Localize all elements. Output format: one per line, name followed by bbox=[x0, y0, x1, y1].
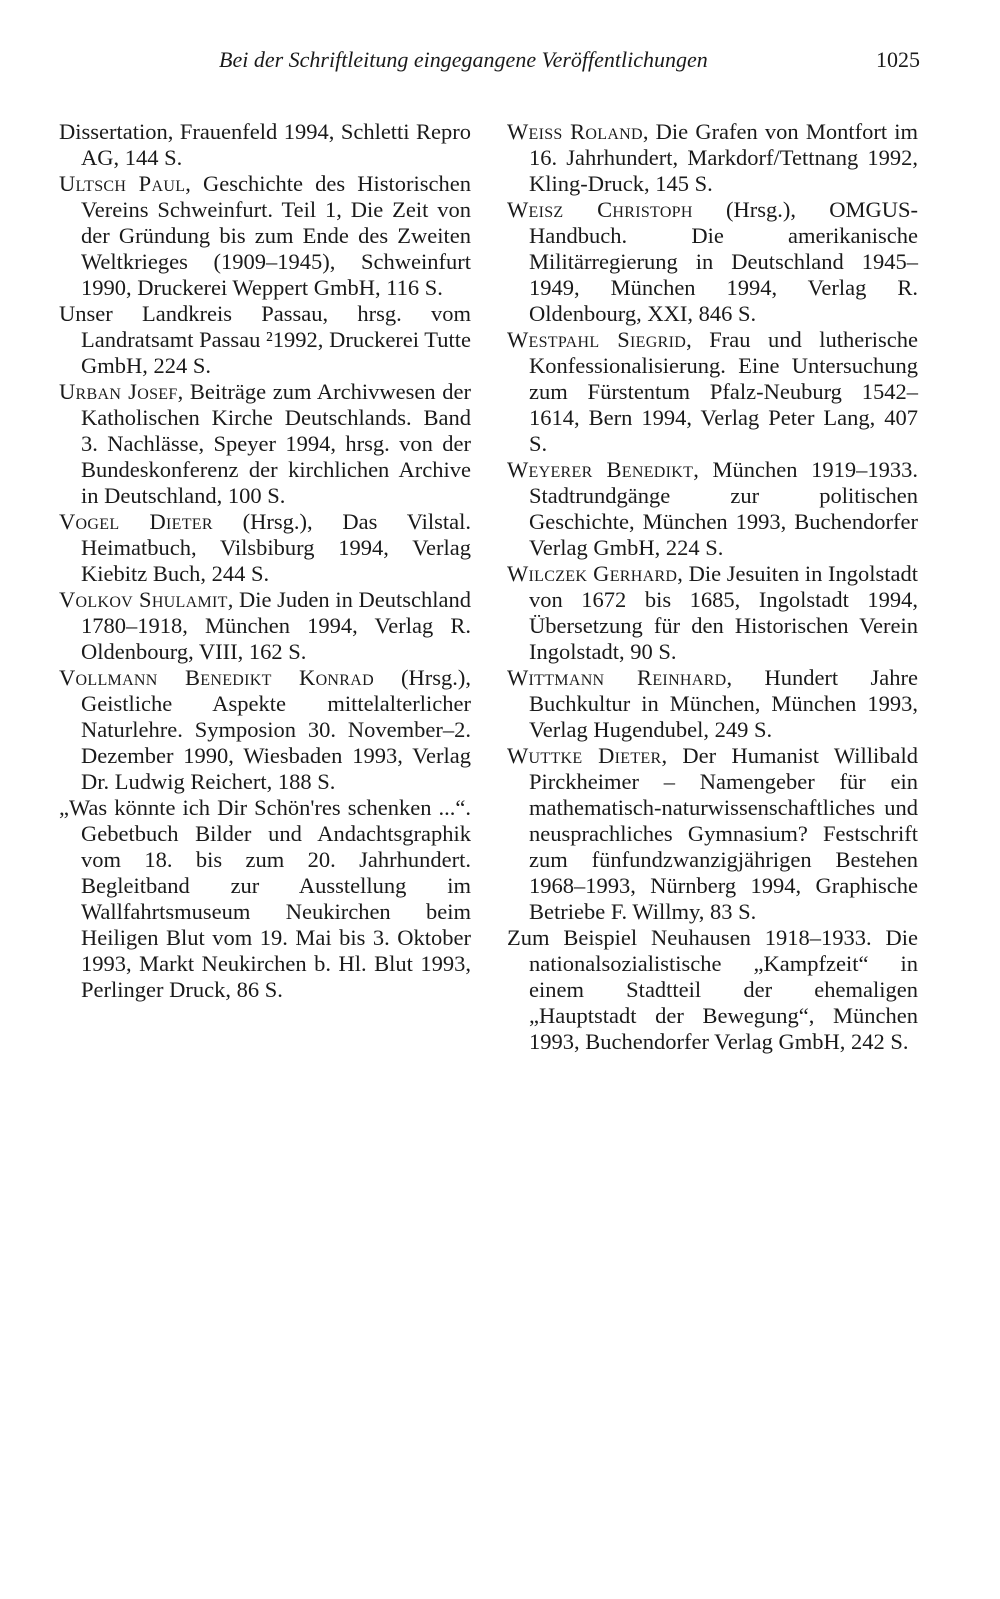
entry-text: , München 1919–1933. Stadtrundgänge zur politischen Geschichte, München 1993, Buchendorfer Verlag GmbH, 224 S. bbox=[529, 457, 919, 560]
entry-text: (Hrsg.), OMGUS-Handbuch. Die amerikanische Militärregierung in Deutschland 1945–1949, München 1994, Verlag R. Oldenbourg, XXI, 846 S. bbox=[529, 197, 918, 326]
entry-author: Vogel Dieter bbox=[59, 509, 213, 534]
entry-author: Ultsch Paul bbox=[59, 171, 186, 196]
entry-author: Weyerer Benedikt bbox=[507, 457, 694, 482]
bibliography-entry bbox=[507, 327, 918, 457]
entry-text: , Frau und lutherische Konfessionalisierung. Eine Untersuchung zum Fürstentum Pfalz-Neuburg 1542–1614, Bern 1994, Verlag Peter Lang, 407 S. bbox=[529, 327, 918, 456]
entry-text: , Der Humanist Willibald Pirckheimer – Namengeber für ein mathematisch-naturwissenschaftliches und neusprachliches Gymnasium? Festschrift zum fünfundzwanzigjährigen Bestehen 1968–1993, Nürnberg 1994, Graphische Betriebe F. Willmy, 83 S. bbox=[529, 743, 918, 924]
bibliography-entry bbox=[59, 795, 471, 1003]
entry-text: Unser Landkreis Passau, hrsg. vom Landratsamt Passau ²1992, Druckerei Tutte GmbH, 224 S. bbox=[59, 301, 471, 378]
entry-text: Zum Beispiel Neuhausen 1918–1933. Die nationalsozialistische „Kampfzeit“ in einem Stadtteil der ehemaligen „Hauptstadt der Bewegung“, München 1993, Buchendorfer Verlag GmbH, 242 S. bbox=[507, 925, 918, 1054]
bibliography-entry bbox=[59, 587, 471, 665]
entry-text: , Beiträge zum Archivwesen der Katholischen Kirche Deutschlands. Band 3. Nachlässe, Speyer 1994, hrsg. von der Bundeskonferenz der kirchlichen Archive in Deutschland, 100 S. bbox=[81, 379, 471, 508]
bibliography-entry bbox=[59, 509, 471, 587]
page-header bbox=[0, 46, 1000, 78]
entry-text: „Was könnte ich Dir Schön'res schenken ...“. Gebetbuch Bilder und Andachtsgraphik vom 18. bis zum 20. Jahrhundert. Begleitband zur Ausstellung im Wallfahrtsmuseum Neukirchen beim Heiligen Blut vom 19. Mai bis 3. Oktober 1993, Markt Neukirchen b. Hl. Blut 1993, Perlinger Druck, 86 S. bbox=[59, 795, 471, 1002]
entry-author: Volkov Shulamit bbox=[59, 587, 228, 612]
bibliography-entry bbox=[507, 665, 918, 743]
page-number: 1025 bbox=[876, 47, 920, 72]
entry-text: (Hrsg.), Geistliche Aspekte mittelalterlicher Naturlehre. Symposion 30. November–2. Dezember 1990, Wiesbaden 1993, Verlag Dr. Ludwig Reichert, 188 S. bbox=[81, 665, 472, 794]
entry-text: , Geschichte des Historischen Vereins Schweinfurt. Teil 1, Die Zeit von der Gründung bis zum Ende des Zweiten Weltkrieges (1909–1945), Schweinfurt 1990, Druckerei Weppert GmbH, 116 S. bbox=[81, 171, 471, 300]
entry-text: , Die Juden in Deutschland 1780–1918, München 1994, Verlag R. Oldenbourg, VIII, 162 S. bbox=[81, 587, 471, 664]
bibliography-entry bbox=[507, 197, 918, 327]
bibliography-entry bbox=[507, 457, 918, 561]
bibliography-entry bbox=[59, 301, 471, 379]
bibliography-entry bbox=[59, 379, 471, 509]
right-column bbox=[507, 119, 918, 1055]
entry-author: Westpahl Siegrid bbox=[507, 327, 687, 352]
entry-author: Wittmann Reinhard bbox=[507, 665, 727, 690]
entry-text: Dissertation, Frauenfeld 1994, Schletti Repro AG, 144 S. bbox=[59, 119, 471, 170]
entry-text: , Die Grafen von Montfort im 16. Jahrhundert, Markdorf/Tettnang 1992, Kling-Druck, 145 S. bbox=[529, 119, 918, 196]
bibliography-entry bbox=[507, 743, 918, 925]
entry-author: Wuttke Dieter bbox=[507, 743, 662, 768]
bibliography-entry bbox=[507, 925, 918, 1055]
bibliography-entry bbox=[59, 665, 471, 795]
entry-author: Weiss Roland bbox=[507, 119, 643, 144]
bibliography-entry bbox=[507, 561, 918, 665]
bibliography-entry bbox=[59, 119, 471, 171]
bibliography-entry bbox=[507, 119, 918, 197]
running-title: Bei der Schriftleitung eingegangene Veröffentlichungen bbox=[219, 47, 708, 72]
left-column bbox=[59, 119, 471, 1003]
entry-author: Weisz Christoph bbox=[507, 197, 693, 222]
entry-text: , Hundert Jahre Buchkultur in München, München 1993, Verlag Hugendubel, 249 S. bbox=[529, 665, 919, 742]
entry-author: Wilczek Gerhard bbox=[507, 561, 678, 586]
bibliography-entry bbox=[59, 171, 471, 301]
entry-text: , Die Jesuiten in Ingolstadt von 1672 bis 1685, Ingolstadt 1994, Übersetzung für den Historischen Verein Ingolstadt, 90 S. bbox=[529, 561, 918, 664]
entry-author: Urban Josef bbox=[59, 379, 178, 404]
entry-text: (Hrsg.), Das Vilstal. Heimatbuch, Vilsbiburg 1994, Verlag Kiebitz Buch, 244 S. bbox=[81, 509, 471, 586]
entry-author: Vollmann Benedikt Konrad bbox=[59, 665, 374, 690]
